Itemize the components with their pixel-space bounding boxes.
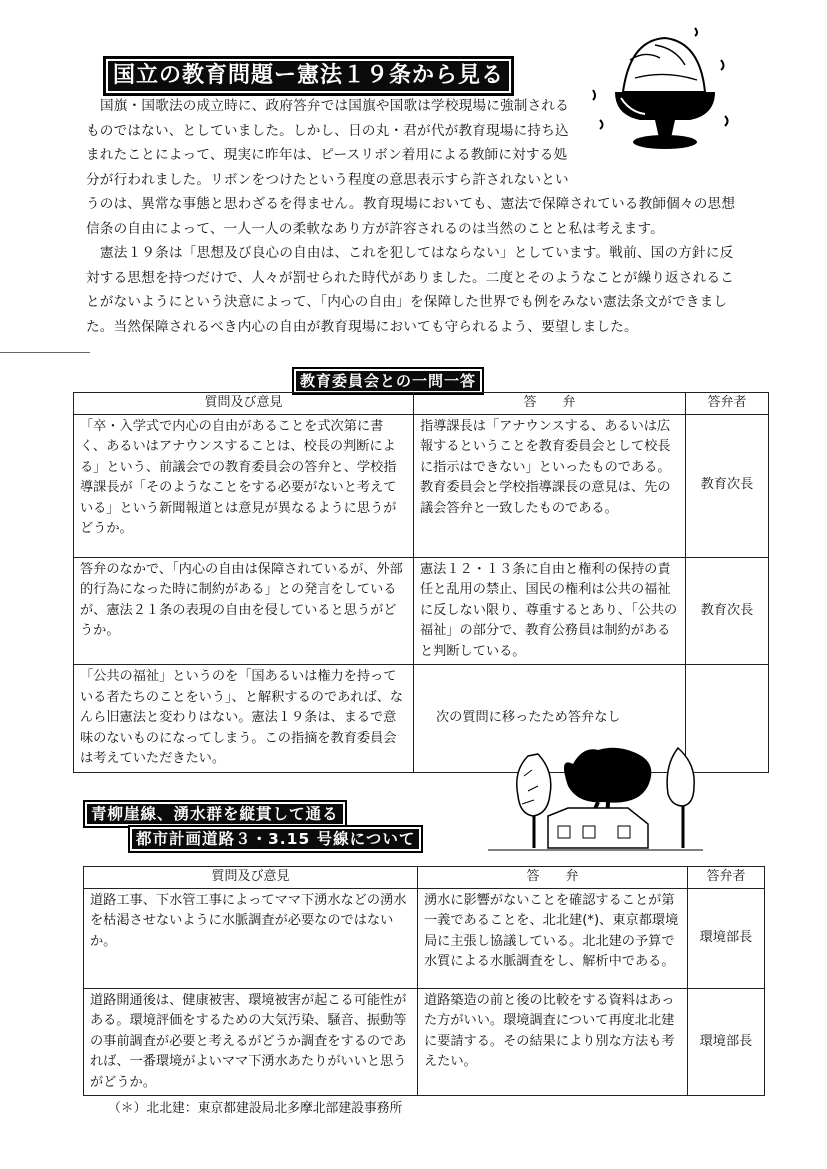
header-answer: 答 弁 [418, 867, 688, 889]
answer-cell: 道路築造の前と後の比較をする資料はあった方がいい。環境調査について再度北北建に要請する。その結果により別な方法も考えたい。 [418, 988, 688, 1096]
answer-cell: 次の質問に移ったため答弁なし [414, 665, 686, 773]
answer-cell: 湧水に影響がないことを確認することが第一義であることを、北北建(*)、東京都環境局に主張し協議している。北北建の予算で水質による水脈調査をし、解析中である。 [418, 888, 688, 988]
question-cell: 答弁のなかで、「内心の自由は保障されているが、外部的行為になった時に制約がある」との発言をしているが、憲法２１条の表現の自由を侵していると思うがどうか。 [74, 557, 414, 665]
education-qa-table [73, 392, 769, 773]
header-respondent: 答弁者 [688, 867, 765, 889]
question-cell: 道路開通後は、健康被害、環境被害が起こる可能性がある。環境評価をするための大気汚染、騒音、振動等の事前調査が必要と考えるがどうか調査をするのであれば、一番環境がよいママ下湧水あたりがいいと思うがどうか。 [84, 988, 418, 1096]
section3-title-line2: 都市計画道路３・3.15 号線について [128, 825, 423, 853]
section1-paragraph-1: 国旗・国歌法の成立時に、政府答弁では国旗や国歌は学校現場に強制されるものではない、としていました。しかし、日の丸・君が代が教育現場に持ち込まれたことによって、現実に昨年は、ピースリボン着用による教師に対する処分が行われました。リボンをつけたという程度の意思表示すら許されないというのは、異常な事態と思わざるを得ません。教育現場においても、憲法で保障されている教師個々の思想信条の自由によって、一人一人の柔軟なあり方が許容されるのは当然のことと私は考えます。 憲法１９条は「思想及び良心の自由は、これを犯してはならない」としています。戦前、国の方針に反対する思想を持つだけで、人々が罰せられた時代がありました。二度とそのようなことが繰り返されることがないようにという決意によって、「内心の自由」を保障した世界でも例をみない憲法条文ができました。当然保障されるべき内心の自由が教育現場においても守られるよう、要望しました。 [86, 94, 742, 339]
table-row [74, 414, 769, 557]
respondent-cell: 環境部長 [688, 888, 765, 988]
road-plan-qa-table [83, 866, 765, 1096]
section3-title-line1: 青柳崖線、湧水群を縦貫して通る [83, 800, 347, 828]
question-cell: 「卒・入学式で内心の自由があることを式次第に書く、あるいはアナウンスすることは、校長の判断による」という、前議会での教育委員会の答弁と、学校指導課長が「そのようなことをする必要がないと考えている」という新聞報道とは意見が異なるように思うがどうか。 [74, 414, 414, 557]
table-row [84, 988, 765, 1096]
answer-cell: 指導課長は「アナウンスする、あるいは広報するということを教育委員会として校長に指示はできない」といったものである。教育委員会と学校指導課長の意見は、先の議会答弁と一致したものである。 [414, 414, 686, 557]
header-answer: 答 弁 [414, 393, 686, 415]
edge-mark [0, 352, 90, 353]
table-row [84, 888, 765, 988]
trees-and-house-illustration [488, 736, 703, 856]
section2-title: 教育委員会との一問一答 [292, 367, 484, 395]
footnote: （＊）北北建：東京都建設局北多摩北部建設事務所 [108, 1101, 403, 1116]
table-row [74, 557, 769, 665]
table-header-row [74, 393, 769, 415]
respondent-cell: 環境部長 [688, 988, 765, 1096]
header-question: 質問及び意見 [84, 867, 418, 889]
header-question: 質問及び意見 [74, 393, 414, 415]
section1-paragraph-2: 憲法１９条は「思想及び良心の自由は、これを犯してはならない」としています。戦前、国の方針に反対する思想を持つだけで、人々が罰せられた時代がありました。二度とそのようなことが繰り返されることがないようにという決意によって、「内心の自由」を保障した世界でも例をみない憲法条文ができました。当然保障されるべき内心の自由が教育現場においても守られるよう、要望しました。 [86, 245, 735, 335]
table-header-row [84, 867, 765, 889]
question-cell: 「公共の福祉」というのを「国あるいは権力を持っている者たちのことをいう」、と解釈するのであれば、なんら旧憲法と変わりはない。憲法１９条は、まるで意味のないものになってしまう。この指摘を教育委員会は考えていただきたい。 [74, 665, 414, 773]
header-respondent: 答弁者 [686, 393, 769, 415]
answer-cell: 憲法１２・１３条に自由と権利の保持の責任と乱用の禁止、国民の権利は公共の福祉に反しない限り、尊重するとあり、「公共の福祉」の部分で、教育公務員は制約があると判断している。 [414, 557, 686, 665]
section1-title: 国立の教育問題ー憲法１９条から見る [103, 56, 514, 96]
respondent-cell: 教育次長 [686, 557, 769, 665]
question-cell: 道路工事、下水管工事によってママ下湧水などの湧水を枯渇させないように水脈調査が必要なのではないか。 [84, 888, 418, 988]
respondent-cell: 教育次長 [686, 414, 769, 557]
